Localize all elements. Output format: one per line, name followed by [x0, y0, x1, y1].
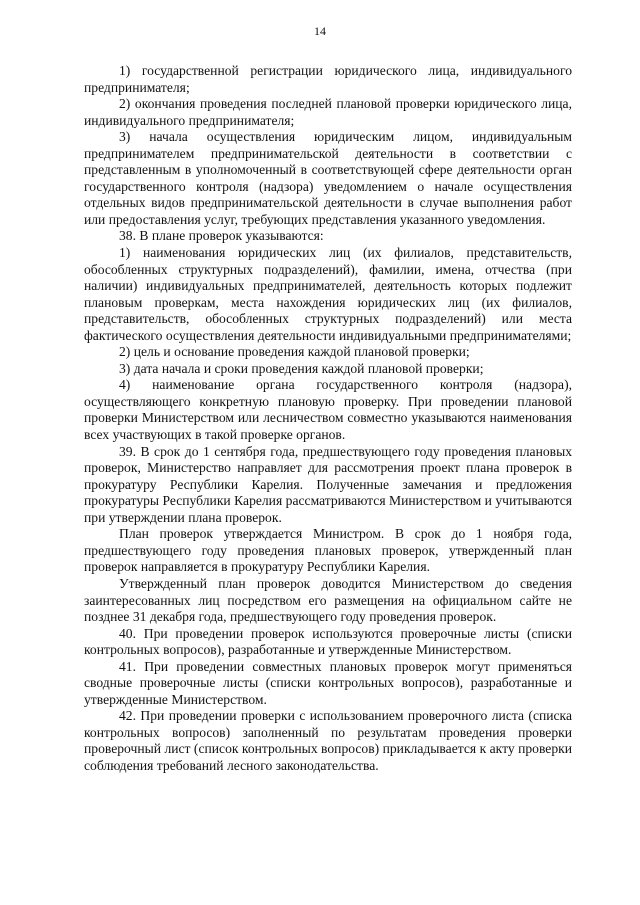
document-body	[84, 63, 572, 775]
page-number: 14	[314, 24, 326, 38]
paragraph-13: 41. При проведении совместных плановых проверок могут применяться сводные проверочные листы (списки контрольных вопросов), разработанные и утвержденные Министерством.	[84, 658, 572, 707]
paragraph-12: 40. При проведении проверок используются проверочные листы (списки контрольных вопросов), разработанные и утвержденные Министерством.	[84, 625, 572, 658]
paragraph-10: План проверок утверждается Министром. В срок до 1 ноября года, предшествующего году проведения плановых проверок, утвержденный план проверок направляется в прокуратуру Республики Карелия.	[84, 526, 572, 575]
paragraph-5: 1) наименования юридических лиц (их филиалов, представительств, обособленных структурных подразделений), фамилии, имена, отчества (при наличии) индивидуальных предпринимателей, деятельность которых подлежит плановым проверкам, места нахождения юридических лиц (их филиалов, представительств, обособленных структурных подразделений) или места фактического осуществления деятельности индивидуальными предпринимателями;	[84, 245, 572, 343]
paragraph-4: 38. В плане проверок указываются:	[119, 228, 324, 244]
paragraph-6: 2) цель и основание проведения каждой плановой проверки;	[119, 344, 470, 360]
paragraph-2: 2) окончания проведения последней плановой проверки юридического лица, индивидуального предпринимателя;	[84, 96, 572, 128]
paragraph-9: 39. В срок до 1 сентября года, предшествующего году проведения плановых проверок, Министерство направляет для рассмотрения проект плана проверок в прокуратуру Республики Карелия. Полученные замечания и предложения прокуратуры Республики Карелия рассматриваются Министерством и учитываются при утверждении плана проверок.	[84, 443, 572, 525]
paragraph-11: Утвержденный план проверок доводится Министерством до сведения заинтересованных лиц посредством его размещения на официальном сайте не позднее 31 декабря года, предшествующего году проведения проверок.	[84, 575, 572, 625]
paragraph-7: 3) дата начала и сроки проведения каждой плановой проверки;	[119, 360, 484, 376]
paragraph-8: 4) наименование органа государственного контроля (надзора), осуществляющего конкретную плановую проверку. При проведении плановой проверки Министерством или лесничеством совместно указываются наименования всех участвующих в такой проверке органов.	[84, 377, 572, 443]
paragraph-14: 42. При проведении проверки с использованием проверочного листа (списка контрольных вопросов) заполненный по результатам проведения проверки проверочный лист (список контрольных вопросов) прикладывается к акту проверки соблюдения требований лесного законодательства.	[84, 708, 572, 773]
paragraph-1: 1) государственной регистрации юридического лица, индивидуального предпринимателя;	[84, 63, 572, 95]
paragraph-3: 3) начала осуществления юридическим лицом, индивидуальным предпринимателем предпринимательской деятельности в соответствии с представленным в уполномоченный в соответствующей сфере деятельности орган государственного контроля (надзора) уведомлением о начале осуществления отдельных видов предпринимательской деятельности в случае выполнения работ или предоставления услуг, требующих представления указанного уведомления.	[84, 129, 572, 227]
